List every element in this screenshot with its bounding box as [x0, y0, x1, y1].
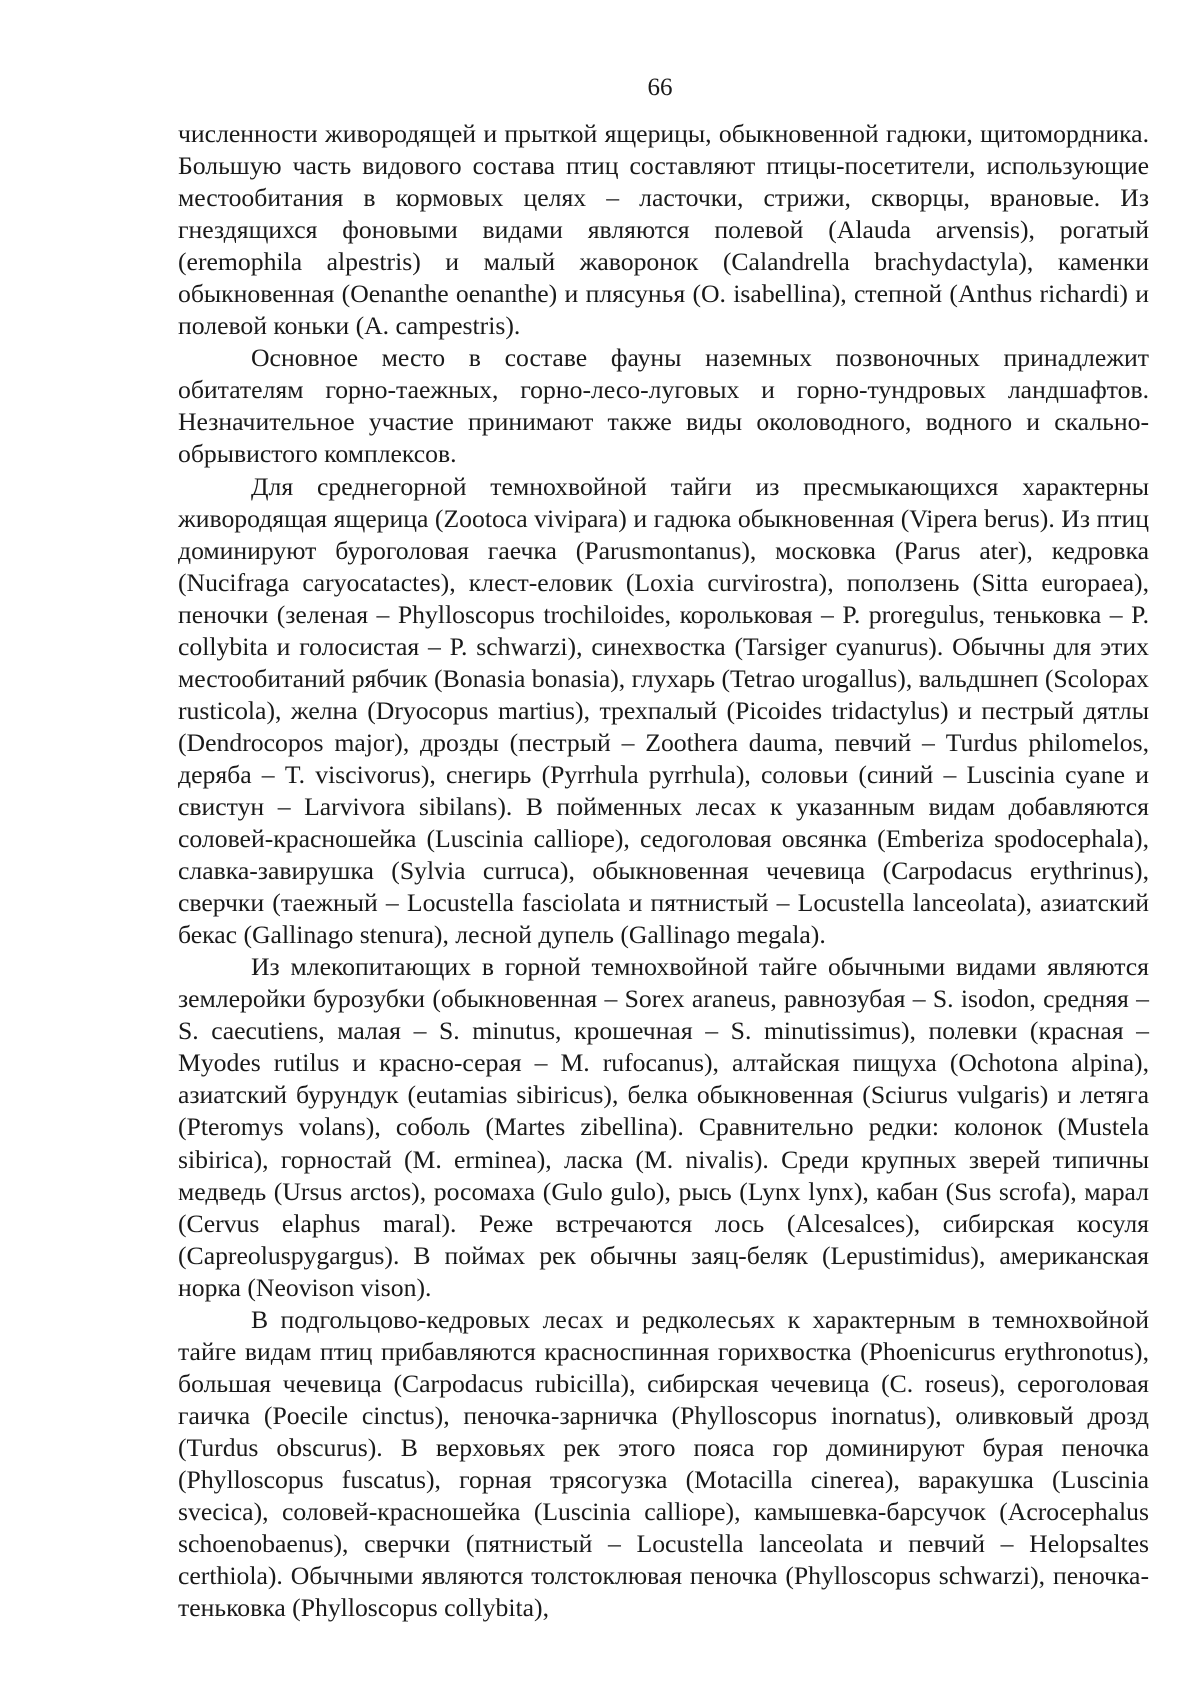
page-number: 66 — [647, 74, 673, 101]
paragraph: Основное место в составе фауны наземных позвоночных принадлежит обитателям горно-таежных, горно-лесо-луговых и горно-тундровых ландшафтов. Незначительное участие принимают также виды околоводного, водного и скально-обрывистого комплексов. — [178, 343, 1149, 469]
body-text — [178, 118, 1149, 1624]
paragraph: Из млекопитающих в горной темнохвойной тайге обычными видами являются землеройки бурозубки (обыкновенная – Sorex araneus, равнозубая – S. isodon, средняя – S. caecutiens, малая – S. minutus, крошечная – S. minutissimus), полевки (красная – Myodes rutilus и красно-серая – M. rufocanus), алтайская пищуха (Ochotona alpina), азиатский бурундук (eutamias sibiricus), белка обыкновенная (Sciurus vulgaris) и летяга (Pteromys volans), соболь (Martes zibellina). Сравнительно редки: колонок (Mustela sibirica), горностай (M. erminea), ласка (M. nivalis). Среди крупных зверей типичны медведь (Ursus arctos), росомаха (Gulo gulo), рысь (Lynx lynx), кабан (Sus scrofa), марал (Cervus elaphus maral). Реже встречаются лось (Alcesalces), сибирская косуля (Capreoluspygargus). В поймах рек обычны заяц-беляк (Lepustimidus), американская норка (Neovison vison). — [178, 952, 1149, 1302]
paragraph: В подгольцово-кедровых лесах и редколесьях к характерным в темнохвойной тайге видам птиц прибавляются красноспинная горихвостка (Phoenicurus erythronotus), большая чечевица (Carpodacus rubicilla), сибирская чечевица (C. roseus), сероголовая гаичка (Poecile cinctus), пеночка-зарничка (Phylloscopus inornatus), оливковый дрозд (Turdus obscurus). В верховьях рек этого пояса гор доминируют бурая пеночка (Phylloscopus fuscatus), горная трясогузка (Motacilla cinerea), варакушка (Luscinia svecica), соловей-красношейка (Luscinia calliope), камышевка-барсучок (Acrocephalus schoenobaenus), сверчки (пятнистый – Locustella lanceolata и певчий – Helopsaltes certhiola). Обычными являются толстоклювая пеночка (Phylloscopus schwarzi), пеночка-теньковка (Phylloscopus collybita), — [178, 1304, 1149, 1623]
paragraph: численности живородящей и прыткой ящерицы, обыкновенной гадюки, щитомордника. Большую часть видового состава птиц составляют птицы-посетители, использующие местообитания в кормовых целях – ласточки, стрижи, скворцы, врановые. Из гнездящихся фоновыми видами являются полевой (Alauda arvensis), рогатый (eremophila alpestris) и малый жаворонок (Calandrella brachydactyla), каменки обыкновенная (Oenanthe oenanthe) и плясунья (O. isabellina), степной (Anthus richardi) и полевой коньки (A. campestris). — [178, 119, 1149, 341]
paragraph: Для среднегорной темнохвойной тайги из пресмыкающихся характерны живородящая ящерица (Zootoca vivipara) и гадюка обыкновенная (Vipera berus). Из птиц доминируют буроголовая гаечка (Parusmontanus), московка (Parus ater), кедровка (Nucifraga caryocatactes), клест-еловик (Loxia curvirostra), поползень (Sitta europaea), пеночки (зеленая – Phylloscopus trochiloides, корольковая – P. proregulus, теньковка – P. collybita и голосистая – P. schwarzi), синехвостка (Tarsiger cyanurus). Обычны для этих местообитаний рябчик (Bonasia bonasia), глухарь (Tetrao urogallus), вальдшнеп (Scolopax rusticola), желна (Dryocopus martius), трехпалый (Picoides tridactylus) и пестрый дятлы (Dendrocopos major), дрозды (пестрый – Zoothera dauma, певчий – Turdus philomelos, деряба – T. viscivorus), снегирь (Pyrrhula pyrrhula), соловьи (синий – Luscinia cyane и свистун – Larvivora sibilans). В пойменных лесах к указанным видам добавляются соловей-красношейка (Luscinia calliope), седоголовая овсянка (Emberiza spodocephala), славка-завирушка (Sylvia curruca), обыкновенная чечевица (Carpodacus erythrinus), сверчки (таежный – Locustella fasciolata и пятнистый – Locustella lanceolata), азиатский бекас (Gallinago stenura), лесной дупель (Gallinago megala). — [178, 471, 1149, 950]
